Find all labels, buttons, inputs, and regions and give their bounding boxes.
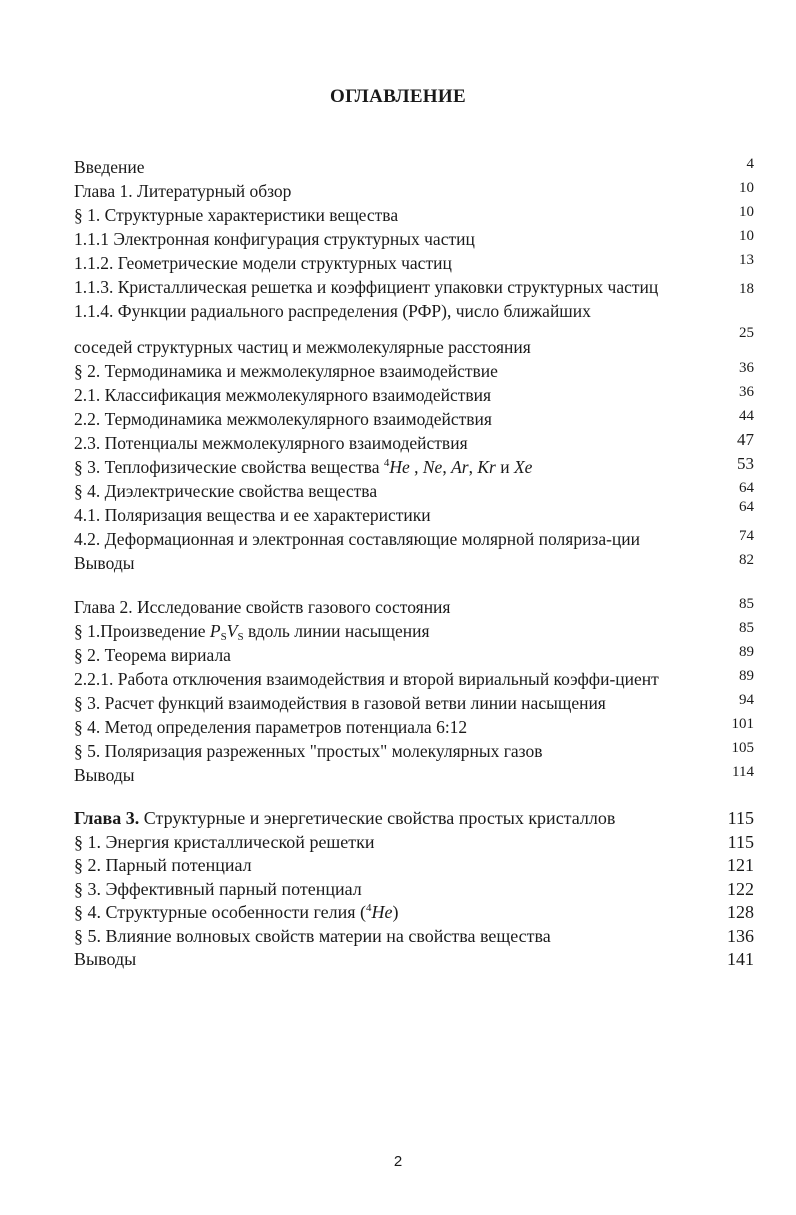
toc-entry-page: 4 (746, 156, 754, 172)
toc-entry (74, 275, 754, 299)
toc-entry-title: Глава 1. Литературный обзор (74, 181, 292, 201)
toc-entry (74, 619, 754, 643)
toc-entry (74, 383, 754, 407)
toc-entry-text: § 3. Теплофизические свойства вещества (74, 457, 384, 477)
toc-entry (74, 807, 754, 831)
toc-entry-title: Выводы (74, 949, 137, 969)
toc-entry-text: § 4. Структурные особенности гелия ( (74, 902, 367, 922)
toc-entry-title: § 5. Влияние волновых свойств материи на свойства вещества (74, 925, 551, 946)
toc-entry-title (74, 807, 754, 831)
toc-entry (74, 948, 754, 972)
toc-entry (74, 878, 754, 902)
toc-entry (74, 643, 754, 667)
toc-entry-title: 4.2. Деформационная и электронная составляющие молярной поляриза-ции (74, 529, 641, 549)
toc-entry-page: 89 (739, 644, 754, 660)
toc-entry-text: Структурные и энергетические свойства простых кристаллов (139, 808, 616, 828)
toc-entry-title: § 1. Энергия кристаллической решетки (74, 831, 375, 852)
toc-entry-title: 2.2. Термодинамика межмолекулярного взаимодействия (74, 409, 492, 429)
toc-entry (74, 479, 754, 503)
toc-entry-title: § 3. Расчет функций взаимодействия в газовой ветви линии насыщения (74, 693, 606, 713)
page-number: 2 (393, 1153, 403, 1170)
element-symbol: Ar (451, 457, 469, 477)
toc-entry (74, 299, 754, 359)
toc-entry-page: 115 (727, 831, 754, 852)
superscript: 4 (383, 457, 390, 469)
toc-entry (74, 763, 754, 787)
toc-entry (74, 499, 754, 527)
toc-entry-text: § 1.Произведение (74, 621, 210, 641)
toc-entry-page: 47 (737, 430, 754, 449)
toc-entry-title: § 2. Теорема вириала (74, 645, 231, 665)
toc-entry-title (74, 619, 754, 643)
toc-entry-title: § 5. Поляризация разреженных "простых" молекулярных газов (74, 741, 543, 761)
toc-entry (74, 551, 754, 575)
toc-entry-title: § 4. Диэлектрические свойства вещества (74, 481, 378, 501)
toc-entry-page: 13 (739, 252, 754, 268)
toc-entry-title: 2.2.1. Работа отключения взаимодействия и второй вириальный коэффи-циент (74, 669, 659, 689)
toc-entry-title (74, 299, 754, 359)
separator: , (409, 457, 423, 477)
toc-entry-page: 44 (739, 408, 754, 424)
toc-entry-title: 1.1.1 Электронная конфигурация структурных частиц (74, 229, 475, 249)
toc-entry-page: 121 (727, 855, 754, 875)
element-symbol: He (371, 902, 393, 922)
toc-entry (74, 831, 754, 855)
toc-entry-title: 2.1. Классификация межмолекулярного взаимодействия (74, 385, 492, 405)
separator: , (442, 457, 452, 477)
subscript: S (237, 631, 244, 643)
element-symbol: Xe (513, 457, 533, 477)
toc-entry-page: 85 (739, 596, 754, 612)
toc-entry-page: 128 (727, 902, 754, 922)
toc-entry-page: 136 (727, 925, 754, 946)
toc-entry-page: 89 (739, 668, 754, 684)
toc-entry-page: 122 (727, 878, 754, 899)
toc-entry-page: 64 (739, 480, 754, 496)
toc-entry-text: ) (392, 902, 399, 922)
toc-entry-page: 94 (739, 692, 754, 708)
toc-entry-title: Введение (74, 157, 145, 177)
toc-entry-page: 101 (731, 716, 754, 732)
toc-entry-title: § 4. Метод определения параметров потенциала 6:12 (74, 717, 468, 737)
page-title: ОГЛАВЛЕНИЕ (330, 86, 466, 107)
toc-entry-title: § 2. Термодинамика и межмолекулярное взаимодействие (74, 361, 498, 381)
toc-entry (74, 925, 754, 949)
toc-entry-page: 10 (739, 228, 754, 244)
superscript: 4 (366, 902, 372, 914)
element-symbol: Kr (477, 457, 496, 477)
toc-entry (74, 667, 754, 691)
subscript: S (220, 631, 227, 643)
toc-entry-title: 1.1.3. Кристаллическая решетка и коэффициент упаковки структурных частиц (74, 277, 659, 297)
toc-entry (74, 407, 754, 431)
toc-entry-title: Выводы (74, 553, 135, 573)
toc-entry (74, 227, 754, 251)
toc-entry (74, 431, 754, 455)
toc-entry-title-line1: 1.1.4. Функции радиального распределения (РФР), число ближайших (74, 301, 591, 321)
toc-entry-title: § 3. Эффективный парный потенциал (74, 878, 362, 899)
toc-entry (74, 739, 754, 763)
toc-entry (74, 203, 754, 227)
toc-entry-page: 10 (739, 204, 754, 220)
toc-entry-page: 114 (732, 764, 754, 780)
toc-entry (74, 251, 754, 275)
separator: и (495, 457, 514, 477)
element-symbol: He (389, 457, 410, 477)
toc-entry-page: 18 (739, 281, 754, 297)
toc-entry-page: 115 (727, 808, 754, 828)
toc-entry-title-line2: соседей структурных частиц и межмолекулярные расстояния (74, 337, 531, 357)
toc-entry (74, 691, 754, 715)
toc-entry-page: 141 (727, 949, 754, 969)
math-symbol: V (226, 621, 238, 641)
toc-entry (74, 595, 754, 619)
toc-entry-title (74, 455, 754, 479)
table-of-contents (74, 155, 754, 972)
element-symbol: Ne (422, 457, 443, 477)
toc-entry-page: 36 (739, 384, 754, 400)
toc-entry-title: § 2. Парный потенциал (74, 855, 252, 875)
toc-entry (74, 359, 754, 383)
toc-entry (74, 179, 754, 203)
toc-entry-page: 85 (739, 620, 754, 636)
toc-entry (74, 155, 754, 179)
toc-entry-title: Выводы (74, 765, 135, 785)
toc-entry-page: 36 (739, 360, 754, 376)
toc-entry-page: 74 (739, 528, 754, 544)
toc-entry-title: § 1. Структурные характеристики вещества (74, 205, 399, 225)
separator: , (468, 457, 478, 477)
toc-entry (74, 854, 754, 878)
toc-entry-page: 64 (739, 499, 754, 515)
toc-entry-page: 10 (739, 180, 754, 196)
toc-entry-page: 53 (737, 454, 754, 473)
math-symbol: P (209, 621, 221, 641)
toc-entry-title (74, 901, 754, 925)
toc-entry-title: 2.3. Потенциалы межмолекулярного взаимодействия (74, 433, 468, 453)
chapter-label: Глава 3. (74, 808, 140, 828)
toc-entry-title: 1.1.2. Геометрические модели структурных частиц (74, 253, 452, 273)
toc-entry (74, 527, 754, 551)
toc-entry-title: Глава 2. Исследование свойств газового состояния (74, 597, 451, 617)
toc-entry (74, 455, 754, 479)
toc-entry (74, 715, 754, 739)
toc-entry-page: 25 (739, 325, 754, 341)
toc-entry (74, 901, 754, 925)
toc-entry-page: 105 (731, 740, 754, 756)
toc-entry-title: 4.1. Поляризация вещества и ее характеристики (74, 505, 431, 525)
toc-entry-text: вдоль линии насыщения (243, 621, 430, 641)
toc-entry-page: 82 (739, 552, 754, 568)
